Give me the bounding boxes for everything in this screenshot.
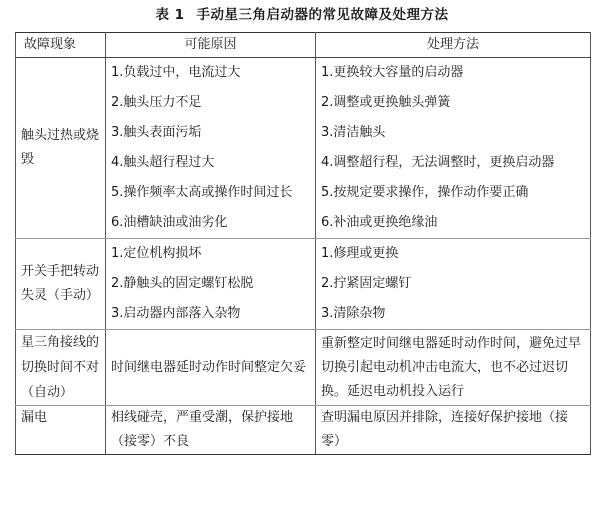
table-row xyxy=(16,406,591,455)
symptom-cell: 星三角接线的切换时间不对（自动） xyxy=(16,330,106,406)
cause-cell xyxy=(106,58,316,239)
solution-cell: 查明漏电原因并排除，连接好保护接地（接零） xyxy=(316,406,591,455)
cause-item: 5.操作频率太高或操作时间过长 xyxy=(111,185,293,200)
cause-item: 1.负载过中，电流过大 xyxy=(111,65,241,80)
table-row xyxy=(16,239,591,330)
solution-item: 6.补油或更换绝缘油 xyxy=(321,215,438,230)
solution-item: 1.修理或更换 xyxy=(321,246,399,261)
header-cause: 可能原因 xyxy=(106,33,316,58)
cause-item: 1.定位机构损坏 xyxy=(111,246,202,261)
table-row xyxy=(16,330,591,406)
solution-item: 1.更换较大容量的启动器 xyxy=(321,65,464,80)
solution-item: 3.清洁触头 xyxy=(321,125,386,140)
cause-cell: 时间继电器延时动作时间整定欠妥 xyxy=(106,330,316,406)
header-solution: 处理方法 xyxy=(316,33,591,58)
solution-item: 3.清除杂物 xyxy=(321,306,386,321)
table-header-row xyxy=(16,33,591,58)
table-caption xyxy=(0,3,604,23)
cause-item: 2.静触头的固定螺钉松脱 xyxy=(111,276,254,291)
cause-item: 6.油槽缺油或油劣化 xyxy=(111,215,228,230)
solution-item: 2.调整或更换触头弹簧 xyxy=(321,95,451,110)
solution-cell xyxy=(316,239,591,330)
solution-item: 2.拧紧固定螺钉 xyxy=(321,276,412,291)
header-symptom: 故障现象 xyxy=(16,33,106,58)
cause-cell xyxy=(106,239,316,330)
cause-item: 3.触头表面污垢 xyxy=(111,125,202,140)
solution-item: 5.按规定要求操作，操作动作要正确 xyxy=(321,185,529,200)
table-title: 手动星三角启动器的常见故障及处理方法 xyxy=(196,7,449,23)
solution-cell xyxy=(316,58,591,239)
table-number: 表 1 xyxy=(155,7,185,23)
table-row xyxy=(16,58,591,239)
cause-item: 4.触头超行程过大 xyxy=(111,155,215,170)
fault-table xyxy=(15,32,591,455)
cause-item: 3.启动器内部落入杂物 xyxy=(111,306,241,321)
cause-cell: 相线碰壳，严重受潮，保护接地（接零）不良 xyxy=(106,406,316,455)
symptom-cell: 开关手把转动失灵（手动） xyxy=(16,239,106,330)
symptom-cell: 触头过热或烧毁 xyxy=(16,58,106,239)
solution-cell: 重新整定时间继电器延时动作时间，避免过早切换引起电动机冲击电流大，也不必过迟切换。延迟电动机投入运行 xyxy=(316,330,591,406)
symptom-cell: 漏电 xyxy=(16,406,106,455)
solution-item: 4.调整超行程，无法调整时，更换启动器 xyxy=(321,155,555,170)
cause-item: 2.触头压力不足 xyxy=(111,95,202,110)
